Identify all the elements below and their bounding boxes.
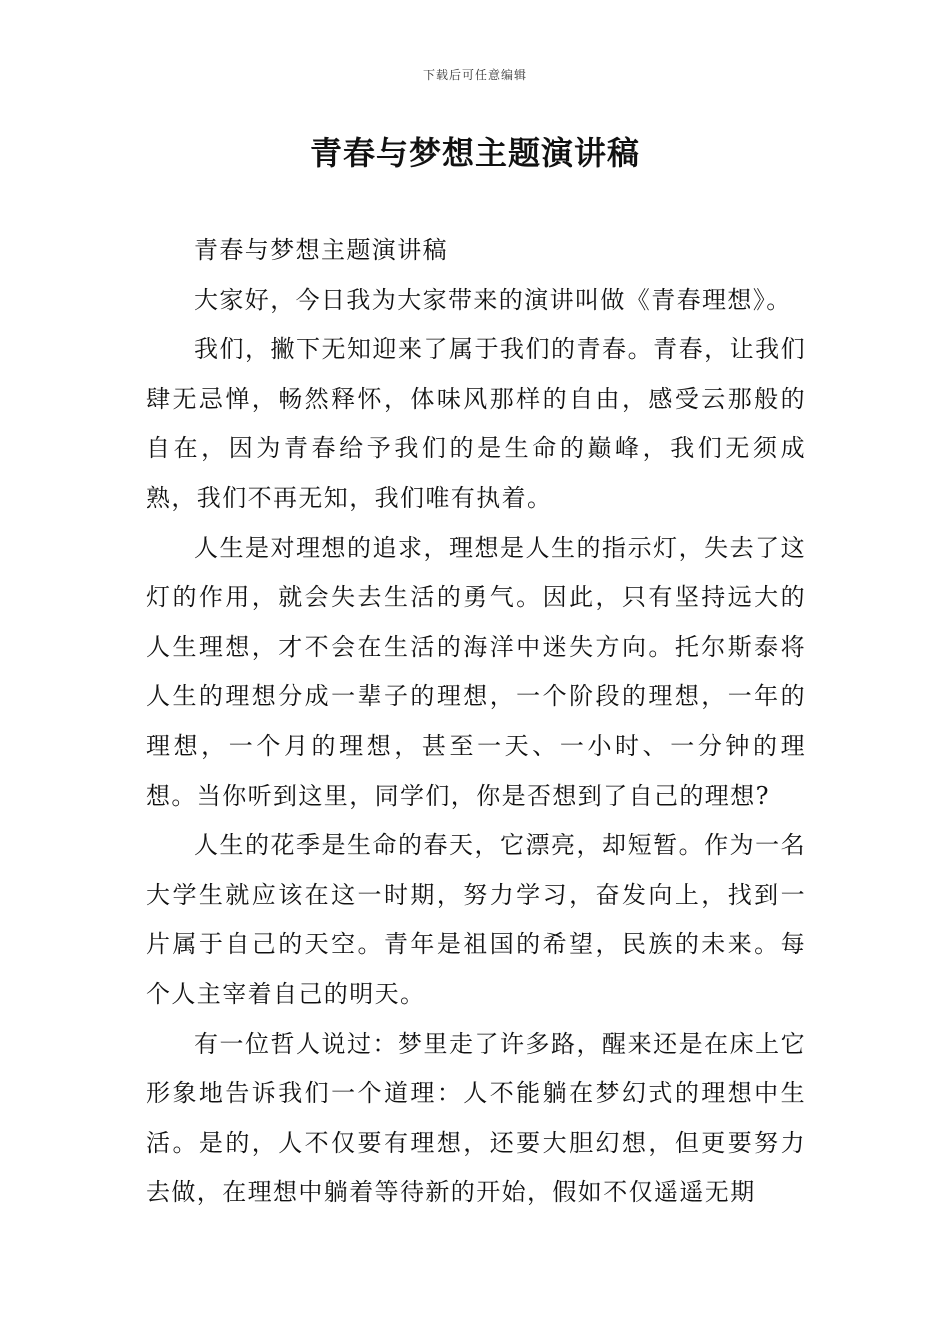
paragraph: 人生的花季是生命的春天，它漂亮，却短暂。作为一名大学生就应该在这一时期，努力学习，奋发向上，找到一片属于自己的天空。青年是祖国的希望，民族的未来。每个人主宰着自己的明天。 — [146, 831, 806, 1008]
document-title: 青春与梦想主题演讲稿 — [309, 134, 640, 172]
paragraph: 大家好，今日我为大家带来的演讲叫做《青春理想》。 — [194, 285, 792, 314]
paragraph: 有一位哲人说过：梦里走了许多路，醒来还是在床上它形象地告诉我们一个道理：人不能躺在梦幻式的理想中生活。是的，人不仅要有理想，还要大胆幻想，但更要努力去做，在理想中躺着等待新的开始，假如不仅遥遥无期 — [146, 1029, 806, 1207]
paragraph: 人生是对理想的追求，理想是人生的指示灯，失去了这灯的作用，就会失去生活的勇气。因此，只有坚持远大的人生理想，才不会在生活的海洋中迷失方向。托尔斯泰将人生的理想分成一辈子的理想，一个阶段的理想，一年的理想，一个月的理想，甚至一天、一小时、一分钟的理想。当你听到这里，同学们，你是否想到了自己的理想? — [146, 533, 806, 810]
paragraph: 我们，撇下无知迎来了属于我们的青春。青春，让我们肆无忌惮，畅然释怀，体味风那样的自由，感受云那般的自在，因为青春给予我们的是生命的巅峰，我们无须成熟，我们不再无知，我们唯有执着。 — [146, 335, 806, 512]
paragraph: 青春与梦想主题演讲稿 — [194, 236, 448, 264]
document-body — [146, 226, 806, 1218]
header-note: 下载后可任意编辑 — [422, 68, 527, 82]
